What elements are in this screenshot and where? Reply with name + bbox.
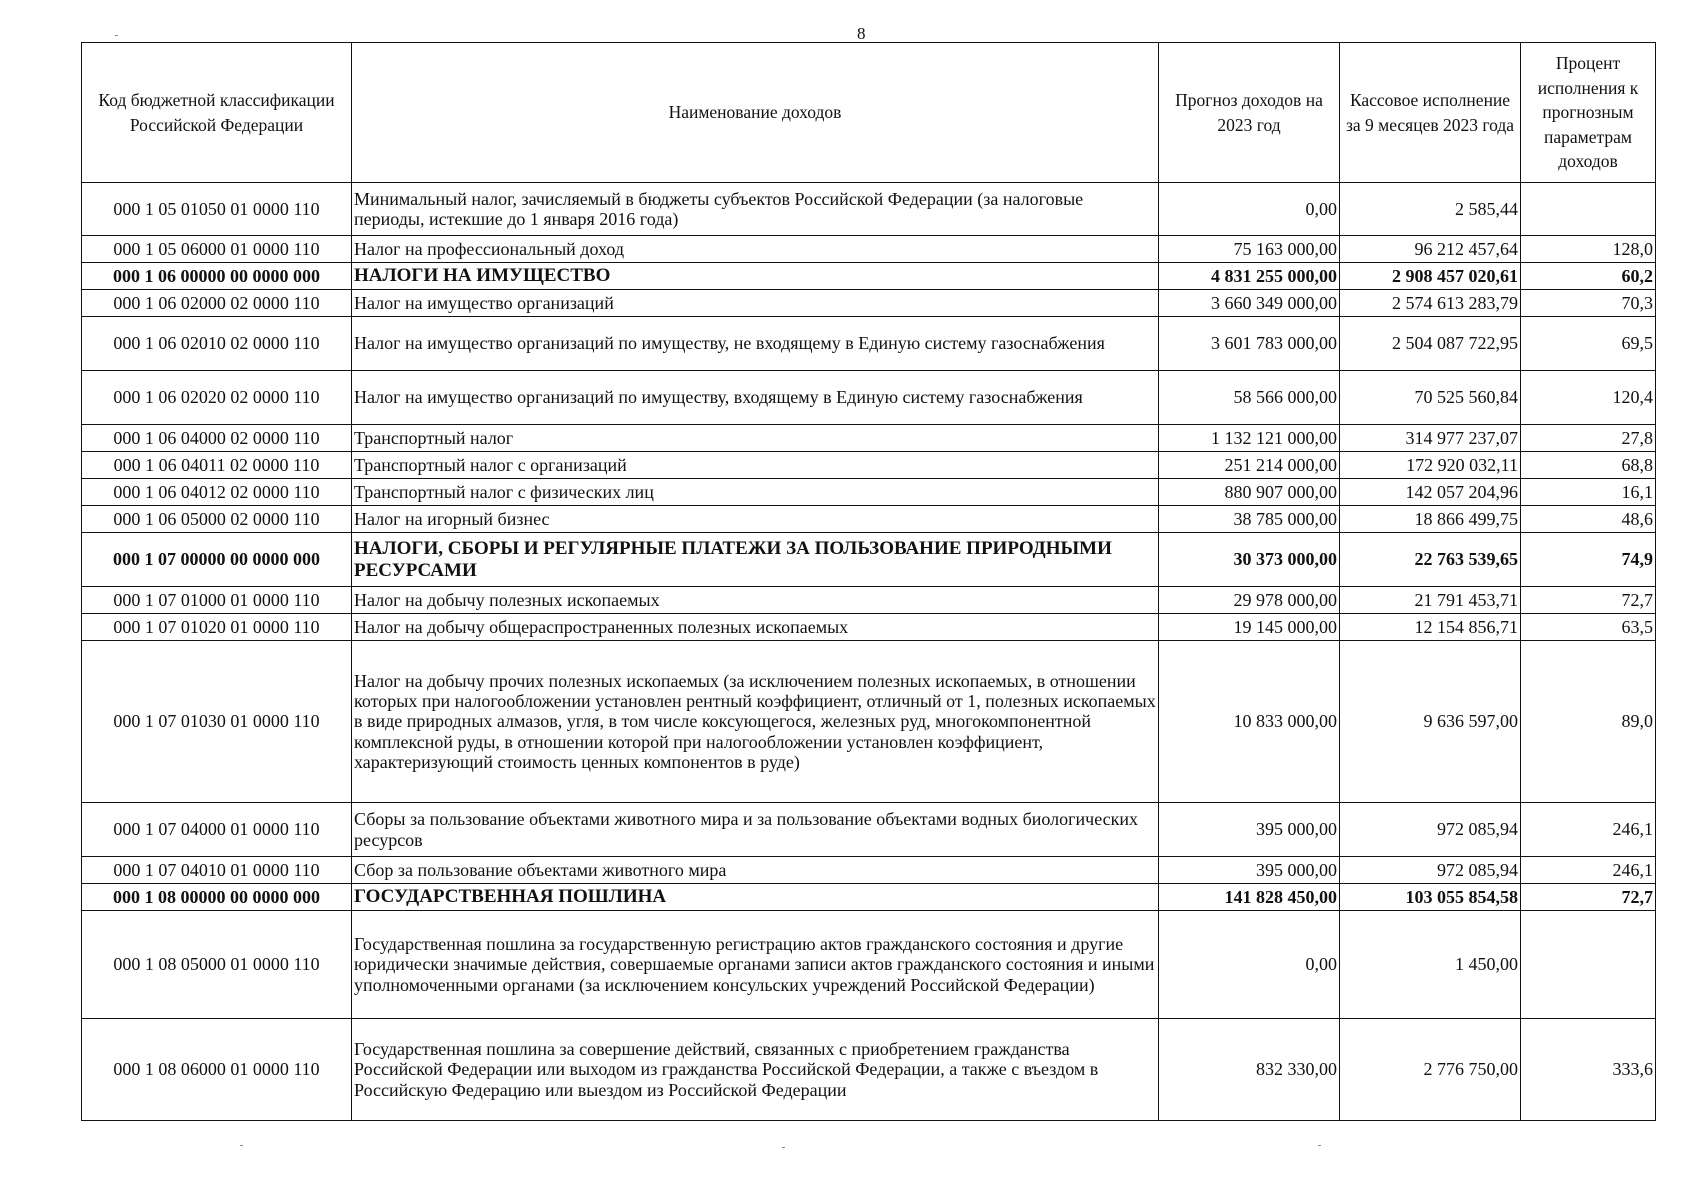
row-exec: 96 212 457,64 [1340, 236, 1521, 263]
row-pct: 48,6 [1521, 506, 1656, 533]
row-exec: 142 057 204,96 [1340, 479, 1521, 506]
row-pct: 16,1 [1521, 479, 1656, 506]
table-row [82, 263, 1656, 290]
row-name: Государственная пошлина за совершение действий, связанных с приобретением гражданства Российской Федерации или выходом из гражданства Российской Федерации, а также с въездом в Российскую Федерацию или выездом из Российской Федерации [352, 1019, 1159, 1121]
row-plan: 251 214 000,00 [1159, 452, 1340, 479]
header-row [82, 43, 1656, 183]
row-code: 000 1 07 04000 01 0000 110 [82, 803, 352, 857]
row-pct: 70,3 [1521, 290, 1656, 317]
table-row [82, 183, 1656, 236]
row-plan: 3 660 349 000,00 [1159, 290, 1340, 317]
table-row [82, 425, 1656, 452]
row-pct: 89,0 [1521, 641, 1656, 803]
row-exec: 2 776 750,00 [1340, 1019, 1521, 1121]
row-name: Налог на профессиональный доход [352, 236, 1159, 263]
row-code: 000 1 06 00000 00 0000 000 [82, 263, 352, 290]
header-pct: Процент исполнения к прогнозным параметрам доходов [1521, 43, 1656, 183]
row-name: Сбор за пользование объектами животного мира [352, 857, 1159, 884]
row-code: 000 1 07 04010 01 0000 110 [82, 857, 352, 884]
row-plan: 4 831 255 000,00 [1159, 263, 1340, 290]
row-name: НАЛОГИ НА ИМУЩЕСТВО [352, 263, 1159, 290]
row-name: Налог на имущество организаций [352, 290, 1159, 317]
row-plan: 141 828 450,00 [1159, 884, 1340, 911]
row-exec: 2 504 087 722,95 [1340, 317, 1521, 371]
header-name: Наименование доходов [352, 43, 1159, 183]
row-pct: 72,7 [1521, 884, 1656, 911]
header-plan: Прогноз доходов на 2023 год [1159, 43, 1340, 183]
row-exec: 22 763 539,65 [1340, 533, 1521, 587]
row-plan: 30 373 000,00 [1159, 533, 1340, 587]
row-code: 000 1 05 06000 01 0000 110 [82, 236, 352, 263]
row-plan: 880 907 000,00 [1159, 479, 1340, 506]
row-name: Государственная пошлина за государственную регистрацию актов гражданского состояния и другие юридически значимые действия, совершаемые органами записи актов гражданского состояния и иными уполномоченными органами (за исключением консульских учреждений Российской Федерации) [352, 911, 1159, 1019]
table-row [82, 641, 1656, 803]
table-row [82, 857, 1656, 884]
row-pct: 74,9 [1521, 533, 1656, 587]
row-plan: 0,00 [1159, 183, 1340, 236]
table-row [82, 236, 1656, 263]
row-name: Налог на добычу общераспространенных полезных ископаемых [352, 614, 1159, 641]
row-plan: 3 601 783 000,00 [1159, 317, 1340, 371]
row-pct: 69,5 [1521, 317, 1656, 371]
row-exec: 12 154 856,71 [1340, 614, 1521, 641]
row-code: 000 1 07 01030 01 0000 110 [82, 641, 352, 803]
row-name: Налог на добычу полезных ископаемых [352, 587, 1159, 614]
row-code: 000 1 06 02020 02 0000 110 [82, 371, 352, 425]
table-row [82, 614, 1656, 641]
row-plan: 58 566 000,00 [1159, 371, 1340, 425]
table-row [82, 371, 1656, 425]
row-exec: 972 085,94 [1340, 857, 1521, 884]
row-code: 000 1 08 05000 01 0000 110 [82, 911, 352, 1019]
table-row [82, 803, 1656, 857]
row-pct: 63,5 [1521, 614, 1656, 641]
table-row [82, 1019, 1656, 1121]
row-code: 000 1 07 01020 01 0000 110 [82, 614, 352, 641]
row-plan: 395 000,00 [1159, 803, 1340, 857]
row-code: 000 1 06 04011 02 0000 110 [82, 452, 352, 479]
table-row [82, 587, 1656, 614]
row-pct [1521, 911, 1656, 1019]
row-plan: 10 833 000,00 [1159, 641, 1340, 803]
table-row [82, 506, 1656, 533]
header-code: Код бюджетной классификации Российской Федерации [82, 43, 352, 183]
row-pct: 27,8 [1521, 425, 1656, 452]
header-exec: Кассовое исполнение за 9 месяцев 2023 года [1340, 43, 1521, 183]
row-name: Налог на имущество организаций по имуществу, входящему в Единую систему газоснабжения [352, 371, 1159, 425]
row-pct: 60,2 [1521, 263, 1656, 290]
row-name: Налог на добычу прочих полезных ископаемых (за исключением полезных ископаемых, в отношении которых при налогообложении установлен рентный коэффициент, отличный от 1, полезных ископаемых в виде природных алмазов, угля, в том числе коксующегося, железных руд, многокомпонентной комплексной руды, в отношении которой при налогообложении установлен коэффициент, характеризующий стоимость ценных компонентов в руде) [352, 641, 1159, 803]
row-plan: 38 785 000,00 [1159, 506, 1340, 533]
row-plan: 1 132 121 000,00 [1159, 425, 1340, 452]
row-exec: 314 977 237,07 [1340, 425, 1521, 452]
row-exec: 18 866 499,75 [1340, 506, 1521, 533]
row-code: 000 1 08 06000 01 0000 110 [82, 1019, 352, 1121]
row-pct [1521, 183, 1656, 236]
table-row [82, 884, 1656, 911]
row-code: 000 1 06 04012 02 0000 110 [82, 479, 352, 506]
row-pct: 68,8 [1521, 452, 1656, 479]
table-row [82, 317, 1656, 371]
row-exec: 2 908 457 020,61 [1340, 263, 1521, 290]
row-name: Минимальный налог, зачисляемый в бюджеты субъектов Российской Федерации (за налоговые периоды, истекшие до 1 января 2016 года) [352, 183, 1159, 236]
row-name: Налог на имущество организаций по имуществу, не входящему в Единую систему газоснабжения [352, 317, 1159, 371]
row-name: Транспортный налог [352, 425, 1159, 452]
table-row [82, 290, 1656, 317]
row-name: Транспортный налог с физических лиц [352, 479, 1159, 506]
table-row [82, 533, 1656, 587]
row-name: ГОСУДАРСТВЕННАЯ ПОШЛИНА [352, 884, 1159, 911]
row-code: 000 1 06 02010 02 0000 110 [82, 317, 352, 371]
row-plan: 75 163 000,00 [1159, 236, 1340, 263]
row-plan: 29 978 000,00 [1159, 587, 1340, 614]
row-name: НАЛОГИ, СБОРЫ И РЕГУЛЯРНЫЕ ПЛАТЕЖИ ЗА ПОЛЬЗОВАНИЕ ПРИРОДНЫМИ РЕСУРСАМИ [352, 533, 1159, 587]
table-row [82, 911, 1656, 1019]
row-exec: 103 055 854,58 [1340, 884, 1521, 911]
row-exec: 2 585,44 [1340, 183, 1521, 236]
row-pct: 246,1 [1521, 857, 1656, 884]
row-exec: 972 085,94 [1340, 803, 1521, 857]
page-number: 8 [857, 24, 866, 43]
row-exec: 2 574 613 283,79 [1340, 290, 1521, 317]
row-pct: 120,4 [1521, 371, 1656, 425]
row-code: 000 1 05 01050 01 0000 110 [82, 183, 352, 236]
row-name: Транспортный налог с организаций [352, 452, 1159, 479]
row-pct: 246,1 [1521, 803, 1656, 857]
row-name: Налог на игорный бизнес [352, 506, 1159, 533]
table-row [82, 479, 1656, 506]
row-exec: 1 450,00 [1340, 911, 1521, 1019]
row-plan: 832 330,00 [1159, 1019, 1340, 1121]
row-code: 000 1 06 04000 02 0000 110 [82, 425, 352, 452]
row-code: 000 1 06 05000 02 0000 110 [82, 506, 352, 533]
row-plan: 19 145 000,00 [1159, 614, 1340, 641]
table-row [82, 452, 1656, 479]
revenue-table [81, 42, 1656, 1121]
row-code: 000 1 07 01000 01 0000 110 [82, 587, 352, 614]
row-plan: 0,00 [1159, 911, 1340, 1019]
row-exec: 21 791 453,71 [1340, 587, 1521, 614]
row-code: 000 1 06 02000 02 0000 110 [82, 290, 352, 317]
row-exec: 172 920 032,11 [1340, 452, 1521, 479]
row-exec: 70 525 560,84 [1340, 371, 1521, 425]
row-pct: 72,7 [1521, 587, 1656, 614]
row-code: 000 1 07 00000 00 0000 000 [82, 533, 352, 587]
row-name: Сборы за пользование объектами животного мира и за пользование объектами водных биологических ресурсов [352, 803, 1159, 857]
row-code: 000 1 08 00000 00 0000 000 [82, 884, 352, 911]
row-pct: 333,6 [1521, 1019, 1656, 1121]
row-exec: 9 636 597,00 [1340, 641, 1521, 803]
row-pct: 128,0 [1521, 236, 1656, 263]
row-plan: 395 000,00 [1159, 857, 1340, 884]
